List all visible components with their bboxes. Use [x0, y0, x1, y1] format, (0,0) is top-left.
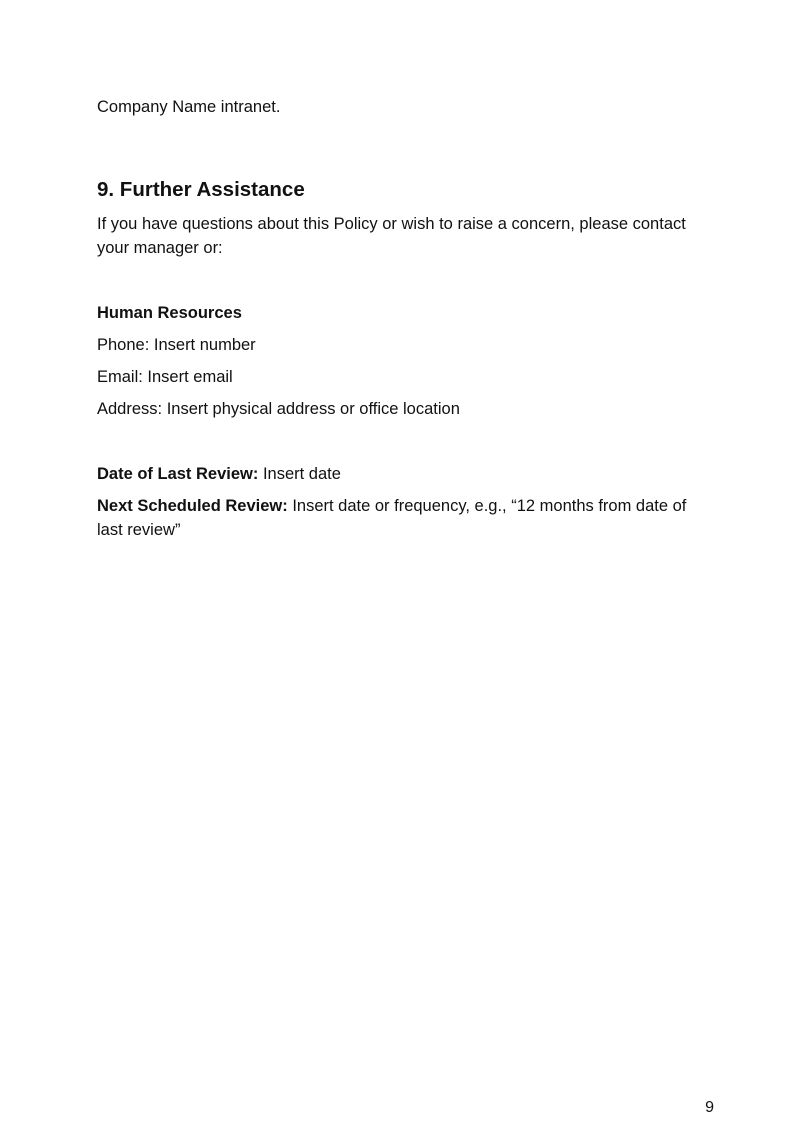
next-review-label: Next Scheduled Review:	[97, 497, 288, 515]
contact-email: Email: Insert email	[97, 368, 233, 386]
contact-address: Address: Insert physical address or office location	[97, 400, 460, 418]
page-number: 9	[705, 1099, 714, 1116]
section-heading: 9. Further Assistance	[97, 178, 305, 201]
contact-phone: Phone: Insert number	[97, 336, 256, 354]
last-review-value: Insert date	[258, 465, 341, 483]
next-review-value: Insert date or frequency, e.g., “12 months from date of last review”	[97, 497, 687, 539]
last-review-label: Date of Last Review:	[97, 465, 259, 483]
last-review-line	[97, 462, 341, 486]
section-intro: If you have questions about this Policy or wish to raise a concern, please contact your manager or:	[97, 215, 686, 257]
contact-title: Human Resources	[97, 304, 242, 322]
continuation-text: Company Name intranet.	[97, 98, 281, 116]
next-review-line	[97, 494, 687, 542]
